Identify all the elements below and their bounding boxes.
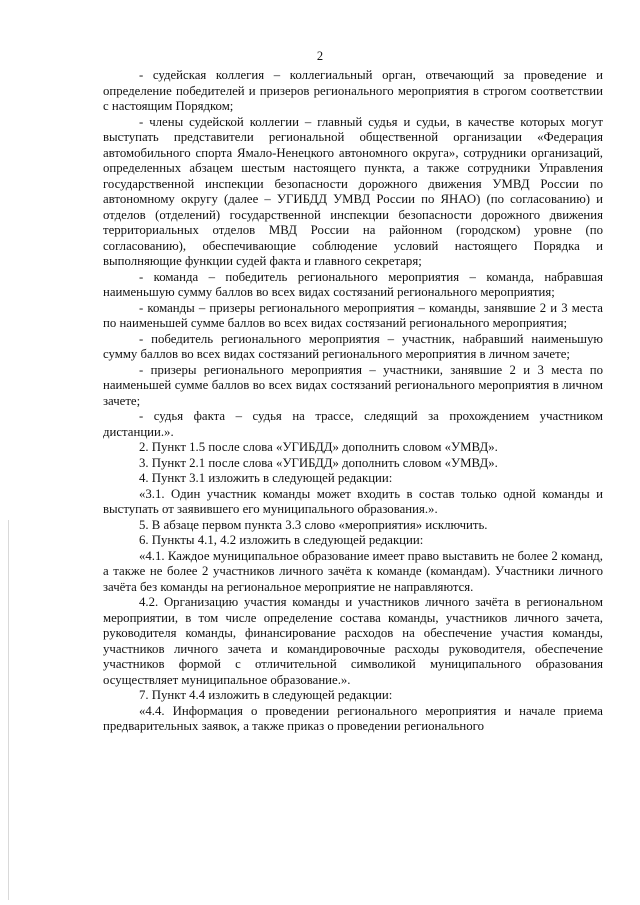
paragraph: - судья факта – судья на трассе, следящий за прохождением участником дистанции.».	[103, 409, 603, 439]
paragraph: 6. Пункты 4.1, 4.2 изложить в следующей редакции:	[139, 533, 424, 547]
paragraph: «4.4. Информация о проведении регионального мероприятия и начале приема предварительных заявок, а также приказ о проведении регионального	[103, 703, 603, 733]
paragraph: - победитель регионального мероприятия – участник, набравший наименьшую сумму баллов во всех видах состязаний регионального мероприятия в личном зачете;	[103, 331, 603, 361]
page-number: 2	[316, 49, 324, 63]
paragraph: - команды – призеры регионального мероприятия – команды, занявшие 2 и 3 места по наименьшей сумме баллов во всех видах состязаний регионального мероприятия;	[103, 300, 603, 330]
paragraph: «3.1. Один участник команды может входить в состав только одной команды и выступать от заявившего его муниципального образования.».	[103, 486, 603, 516]
paragraph: - призеры регионального мероприятия – участники, занявшие 2 и 3 места по наименьшей сумме баллов во всех видах состязаний регионального мероприятия в личном зачете;	[103, 362, 603, 408]
paragraph: 5. В абзаце первом пункта 3.3 слово «мероприятия» исключить.	[139, 517, 488, 532]
document-body	[103, 68, 603, 735]
paragraph: - судейская коллегия – коллегиальный орган, отвечающий за проведение и определение победителей и призеров регионального мероприятия в строгом соответствии с настоящим Порядком;	[103, 68, 603, 113]
paragraph: 4. Пункт 3.1 изложить в следующей редакции:	[139, 471, 393, 485]
paragraph: - команда – победитель регионального мероприятия – команда, набравшая наименьшую сумму баллов во всех видах состязаний регионального мероприятия;	[103, 269, 603, 299]
paragraph: 7. Пункт 4.4 изложить в следующей редакции:	[139, 688, 393, 702]
paragraph: 4.2. Организацию участия команды и участников личного зачёта в региональном мероприятии, в том числе определение состава команды, участников личного зачета, руководителя команды, финансирование расходов на обеспечение участия команды, участников личного зачета и командировочные расходы руководителя, обеспечение участников формой с отличительной символикой муниципального образования осуществляет муниципальное образование.».	[103, 595, 603, 687]
scan-edge-line	[8, 520, 9, 900]
paragraph: 3. Пункт 2.1 после слова «УГИБДД» дополнить словом «УМВД».	[139, 455, 498, 470]
paragraph: «4.1. Каждое муниципальное образование имеет право выставить не более 2 команд, а также не более 2 участников личного зачёта к команде (командам). Участники личного зачёта без команды на региональное мероприятие не направляются.	[103, 548, 603, 594]
paragraph: 2. Пункт 1.5 после слова «УГИБДД» дополнить словом «УМВД».	[139, 440, 498, 454]
paragraph: - члены судейской коллегии – главный судья и судьи, в качестве которых могут выступать представители региональной общественной организации «Федерация автомобильного спорта Ямало-Ненецкого автономного округа», сотрудники организаций, определенных абзацем шестым настоящего пункта, а также сотрудники Управления государственной инспекции безопасности дорожного движения УМВД России по автономному округу (далее – УГИБДД УМВД России по ЯНАО) (по согласованию) и отделов (отделений) государственной инспекции безопасности дорожного движения территориальных отделов МВД России на районном (городском) уровне (по согласованию), обеспечивающие соблюдение условий настоящего Порядка и выполняющие функции судей факта и главного секретаря;	[103, 114, 603, 268]
